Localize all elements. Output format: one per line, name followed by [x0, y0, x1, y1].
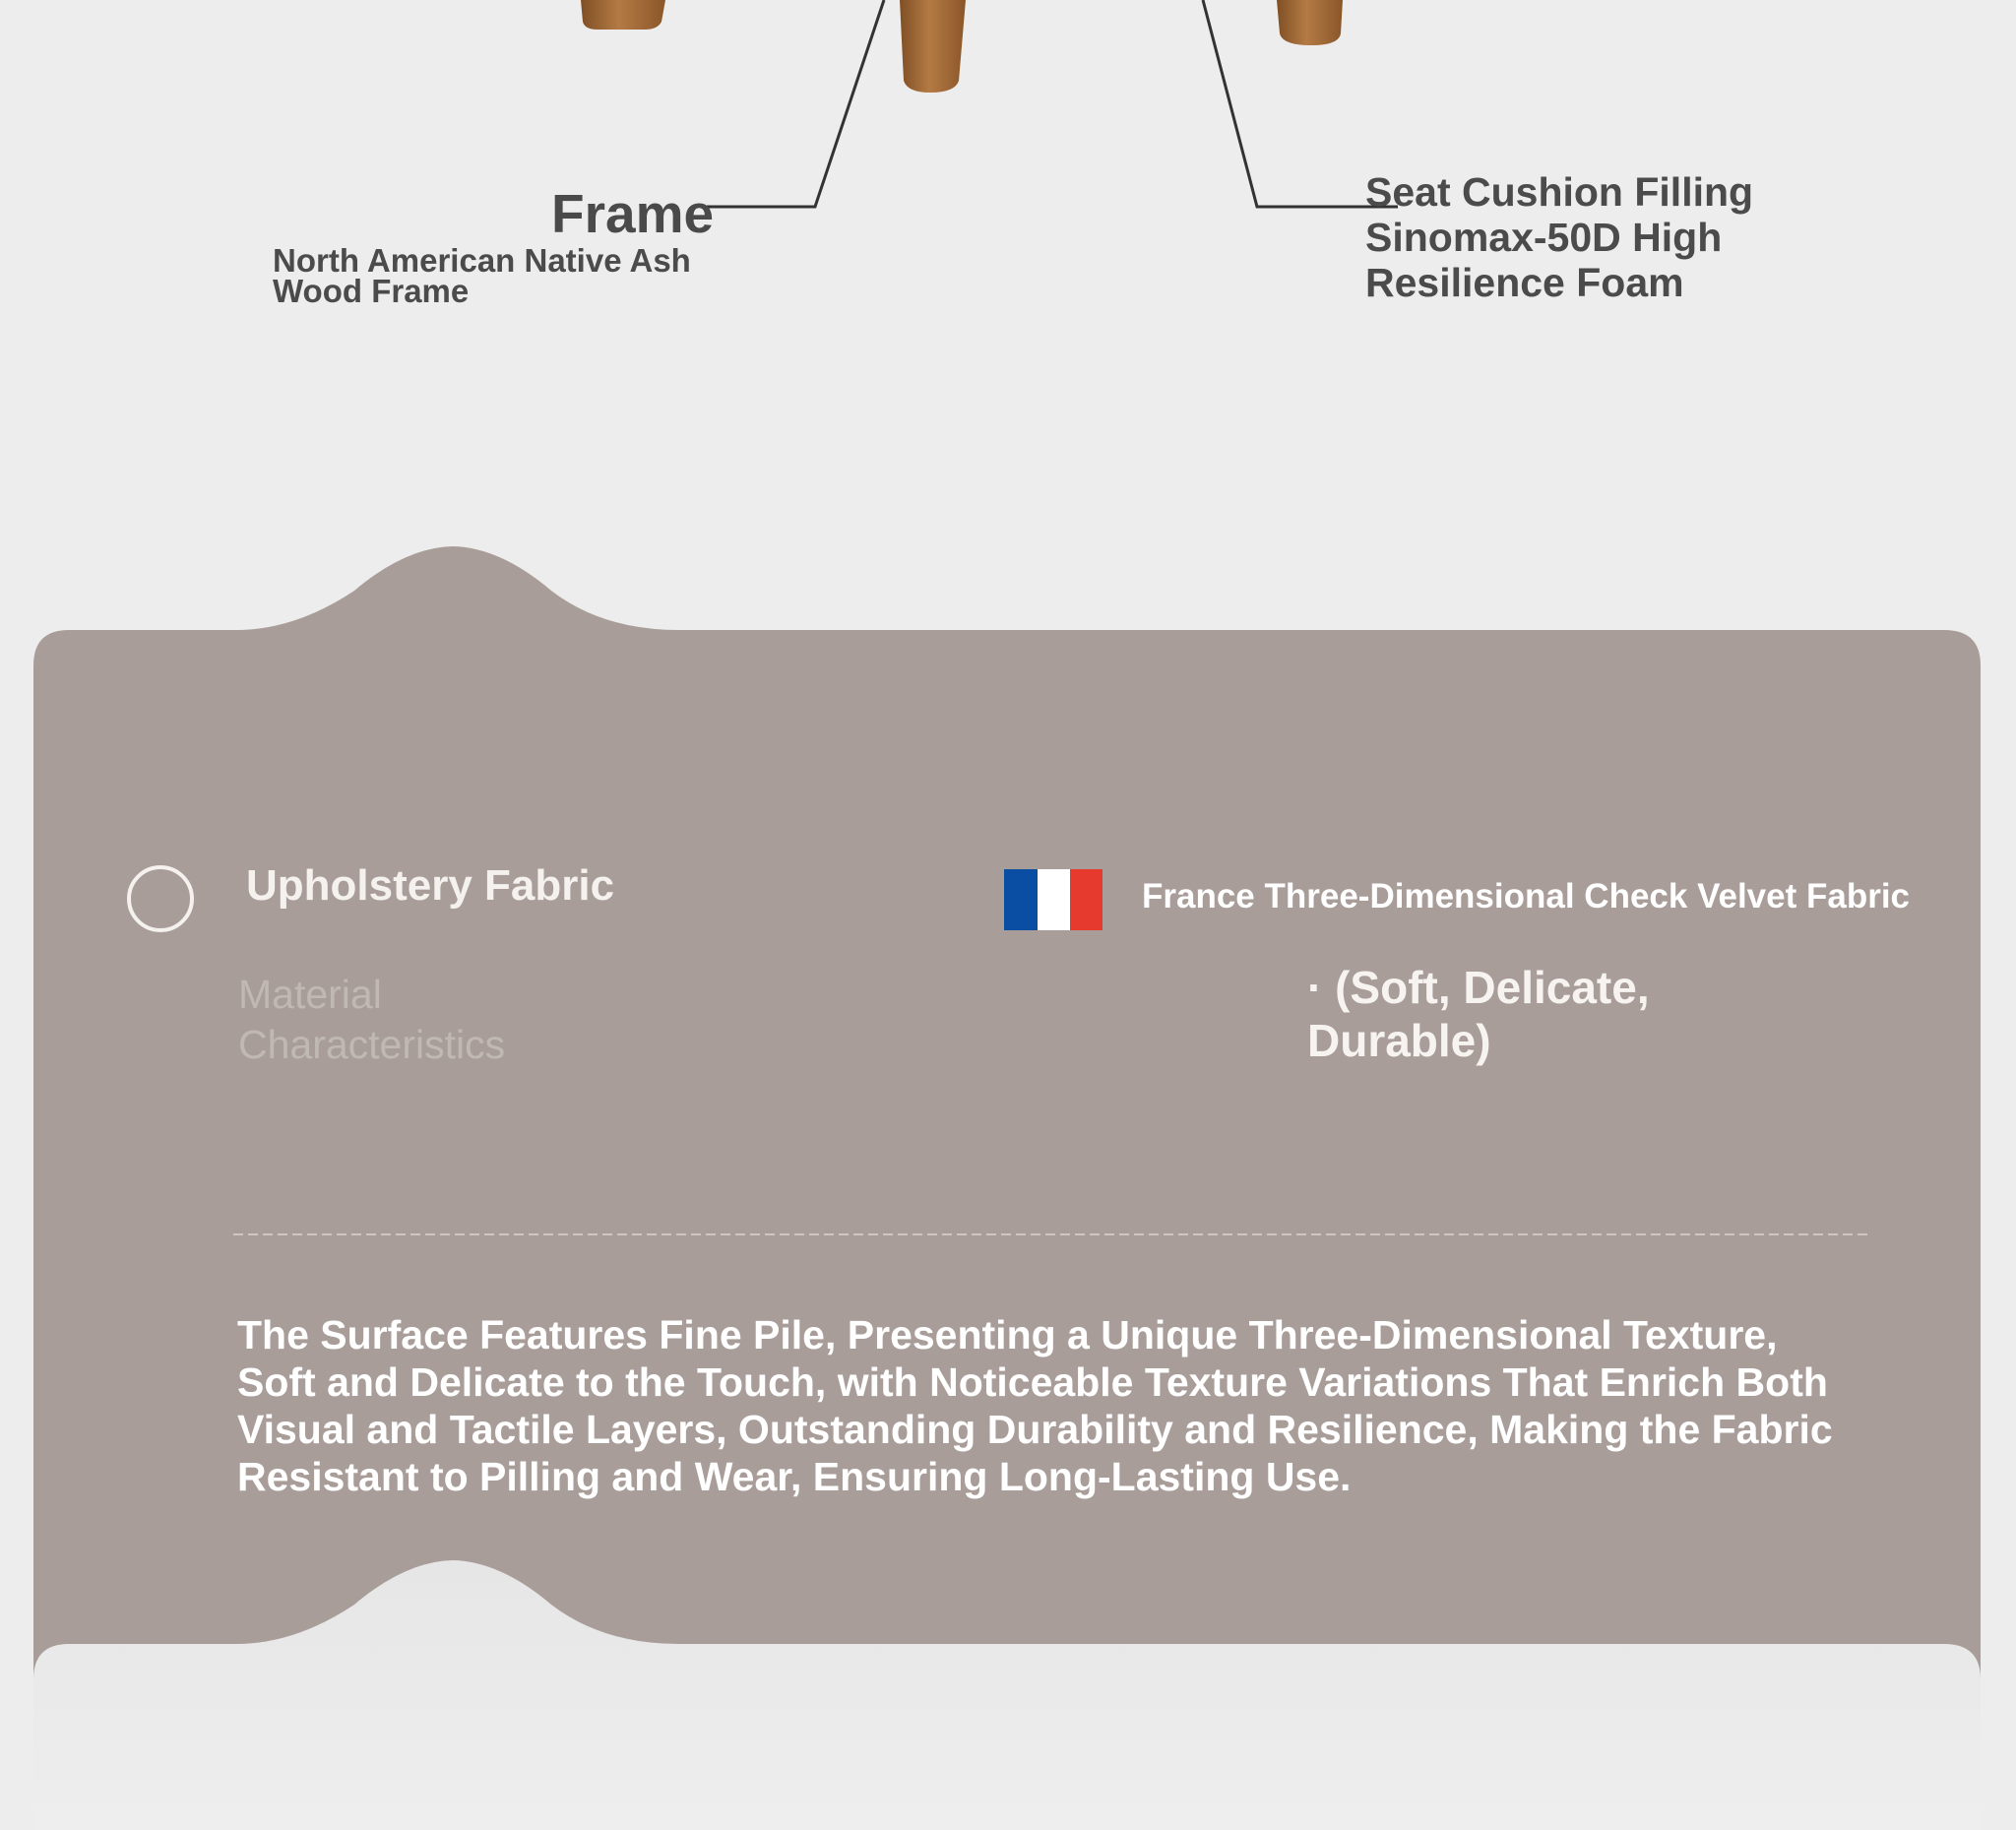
upholstery-fabric-title: Upholstery Fabric	[246, 861, 615, 910]
chair-leg-right	[1277, 0, 1343, 45]
material-characteristics-label: Material Characteristics	[238, 972, 506, 1067]
chair-leg-left	[581, 0, 665, 30]
fabric-properties: · (Soft, Delicate, Durable)	[1307, 962, 1650, 1066]
fabric-description: The Surface Features Fine Pile, Presenting a Unique Three-Dimensional Texture, Soft and Delicate to the Touch, with Noticeable Texture Variations That Enrich Both Visual and Tactile Layers, Outstanding Durability and Resilience, Making the Fabric Resistant to Pilling and Wear, Ensuring Long-Lasting Use.	[237, 1312, 1833, 1499]
fabric-origin-text: France Three-Dimensional Check Velvet Fabric	[1142, 877, 1911, 915]
frame-callout-description: North American Native Ash Wood Frame	[273, 242, 691, 309]
france-flag-icon	[1004, 869, 1102, 930]
frame-callout-line	[707, 0, 884, 207]
frame-callout-title: Frame	[551, 183, 715, 244]
seat-cushion-callout: Seat Cushion Filling Sinomax-50D High Resilience Foam	[1365, 169, 1754, 305]
chair-leg-center	[900, 0, 966, 93]
fabric-panel-background	[33, 546, 1981, 1772]
